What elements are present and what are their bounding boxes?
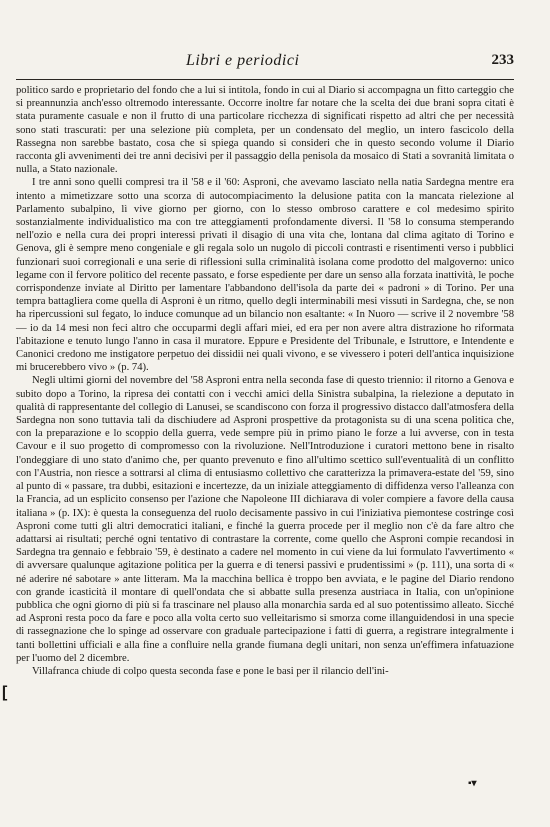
paragraph-1: politico sardo e proprietario del fondo che a lui si intitola, fondo in cui al Diario si accompagna un fitto carteggio che si preannunzia anch'esso oltremodo interessante. Occorre inoltre far notare che la scelta dei due brani sopra citati è stata puramente casuale e non il frutto di una particolare ricchezza di significati rispetto ad altri che per necessità sono stati trascurati: per una selezione più completa, per un condensato del meglio, un intero fascicolo della Rassegna non sarebbe bastato, cosa che si spiega quando si consideri che in questo secondo volume il Diario racconta gli avvenimenti dei tre anni decisivi per il passaggio della penisola da mosaico di Stati a sovranità limitata o nulla, a Stato nazionale.: [16, 85, 514, 176]
running-title: Libri e periodici: [186, 52, 300, 69]
header-rule: [16, 79, 514, 80]
margin-bracket-mark: [: [2, 684, 8, 701]
margin-ink-mark: ▪▾: [468, 778, 477, 789]
page-number: 233: [491, 52, 514, 68]
paragraph-4: Villafranca chiude di colpo questa seconda fase e pone le basi per il rilancio dell'ini-: [32, 665, 389, 677]
paragraph-2: I tre anni sono quelli compresi tra il '58 e il '60: Asproni, che avevamo lasciato nella natia Sardegna mentre era intento a mimetizzare sotto una scorza di autocompiacimento la delusione patita con la mancata rielezione al Parlamento subalpino, lì vive giorno per giorno, con lo stesso ombroso carattere e col medesimo spirito sostanzialmente individualistico ma con tre atteggiamenti profondamente diversi. Il '58 lo consuma stemperando nell'ozio e nella cura dei propri interessi privati il disagio di una vita che, lontana dal clima agitato di Torino e Genova, gli è sempre meno congeniale e gli regala solo un nugolo di piccoli contrasti e risentimenti verso i pubblici funzionari suoi corregionali e una serie di riflessioni sulla criminalità isolana come prodotto del malgoverno: unico legame con il fervore politico del recente passato, e forse espediente per dare un senso alla forzata inattività, le poche corrispondenze inviate al Diritto per lamentare l'abbandono dell'isola da parte dei « padroni » di Torino. Per una tempra battagliera come quella di Asproni è un ritmo, quello degli interminabili mesi vissuti in Sardegna, che, se non ha ripercussioni sul fegato, lo induce comunque ad un bilancio non esaltante: « In Nuoro — scrive il 2 novembre '58 — io da 14 mesi non feci altro che occuparmi degli affari miei, ed era per non avere altra distrazione ho riformata l'abitazione e tenuto lungo l'anno in casa il muratore. Eppure e Presidente del Tribunale, e Istruttore, e Intendente e Canonici credono me instigatore perpetuo dei dissidii nei quali vivono, e se vivessero i poteri dell'antica inquisizione mi brucerebbero vivo » (p. 74).: [16, 177, 514, 374]
body-text: [16, 84, 514, 678]
paragraph-3: Negli ultimi giorni del novembre del '58 Asproni entra nella seconda fase di questo triennio: il ritorno a Genova e subito dopo a Torino, la ripresa dei contatti con i vecchi amici della Sinistra subalpina, la rielezione a deputato in qualità di rappresentante del collegio di Lanusei, se scandiscono con forza il progressivo distacco dall'atmosfera della Sardegna non sono tuttavia tali da dischiudere ad Asproni prospettive da protagonista su di una scena politica che, con la preparazione e lo scoppio della guerra, vede sempre più in primo piano le forze a lui avverse, con in testa Cavour e il suo progetto di compromesso con la rivoluzione. Nell'Introduzione i curatori mettono bene in risalto l'ondeggiare di uno stato d'animo che, per quanto prevenuto e fino all'ultimo scettico sull'eventualità di un conflitto con l'Austria, non riesce a sottrarsi al clima di entusiasmo collettivo che caratterizza la primavera-estate del '59, sino al punto di « passare, tra dubbi, esitazioni e incertezze, da un iniziale atteggiamento di diffidenza verso l'alleanza con la Francia, ad un esplicito consenso per l'azione che Napoleone III dichiarava di voler compiere a favore della causa italiana » (p. IX): è questa la conseguenza del ruolo decisamente passivo in cui l'iniziativa piemontese costringe così Asproni come tutti gli altri democratici italiani, e finché la guerra procede per il meglio non c'è da fare altro che adattarsi ai risultati; perché ogni tentativo di contrastare la corrente, come quello che Asproni compie recandosi in Sardegna tra gennaio e febbraio '59, è destinato a cadere nel momento in cui viene da lui formulato l'avvertimento « di avversare qualunque agitazione politica per la guerra e di tenersi passivi e prudentissimi » (p. 111), una sorta di « né aderire né sabotare » ante litteram. Ma la macchina bellica è troppo ben avviata, e le pagine del Diario rendono con grande icasticità il montare di quell'ondata che si abbatte sulla presenza austriaca in Italia, con un'opinione pubblica che ogni giorno di più si fa trascinare nel plauso alla monarchia sarda ed al suo potentissimo alleato. Sicché ad Asproni resta poco da fare e poco alla volta certo suo velleitarismo si smorza come illanguidendosi in una specie di rassegnazione che lo spinge ad osservare con graduale partecipazione i fatti di guerra, a registrare integralmente i tanti bollettini ufficiali e alla fine a confluire nella grande fiumana degli unitari, non senza un'effimera infatuazione per l'uomo del 2 dicembre.: [16, 375, 514, 664]
running-header: [16, 44, 514, 80]
